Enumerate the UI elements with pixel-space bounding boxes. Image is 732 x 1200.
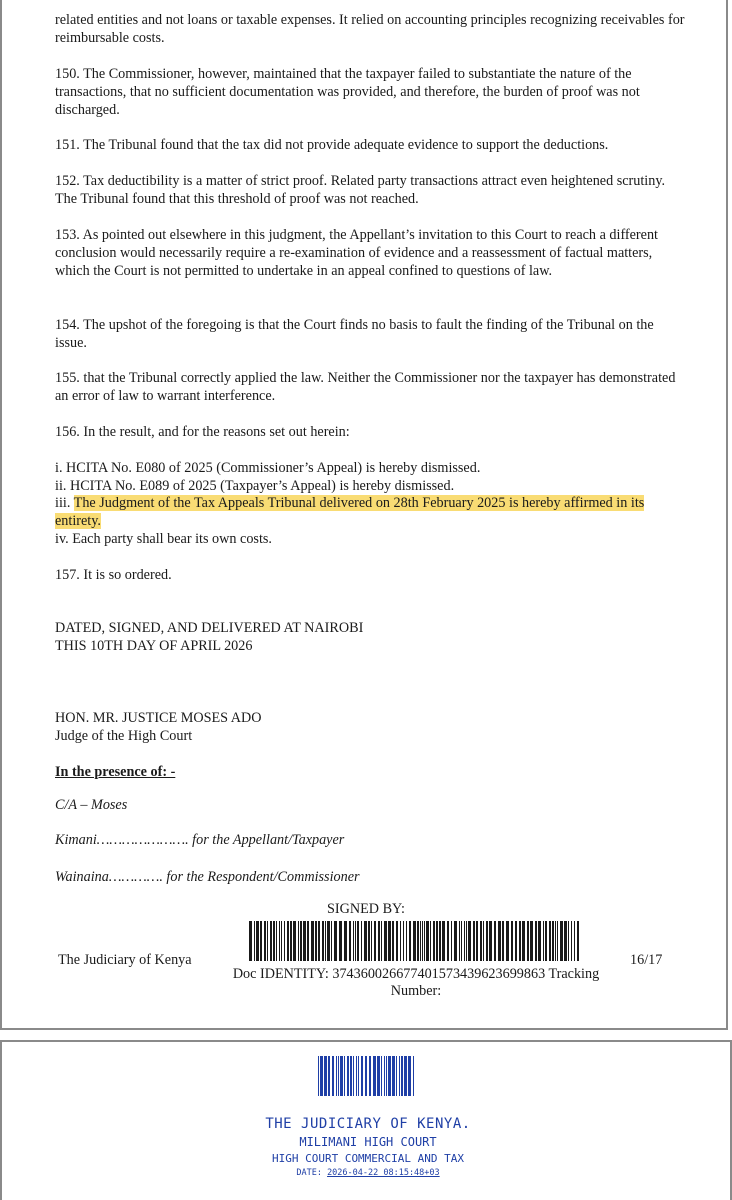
barcode-bar xyxy=(399,1056,400,1096)
tracking-number-label: Number: xyxy=(390,983,442,999)
barcode-bar xyxy=(464,921,465,961)
barcode-bar xyxy=(538,921,541,961)
order-iv: iv. Each party shall bear its own costs. xyxy=(55,531,272,547)
paragraph-155: 155. that the Tribunal correctly applied the law. Neither the Commissioner nor the taxpayer has demonstrated an error of law to warrant interference. xyxy=(55,370,676,404)
barcode-bar xyxy=(433,921,435,961)
barcode-bar xyxy=(439,921,441,961)
barcode-bar xyxy=(328,1056,330,1096)
barcode-bar xyxy=(519,921,521,961)
barcode-bar xyxy=(369,1056,371,1096)
barcode-bar xyxy=(350,1056,352,1096)
barcode-bar xyxy=(338,1056,339,1096)
barcode-bar xyxy=(447,921,449,961)
barcode-bar xyxy=(527,921,529,961)
barcode-bar xyxy=(404,1056,407,1096)
barcode-bar xyxy=(413,921,416,961)
highlighted-text: The Judgment of the Tax Appeals Tribunal delivered on 28th February 2025 is hereby affirmed in its entirety. xyxy=(55,495,645,529)
barcode-bar xyxy=(545,921,547,961)
barcode-bar xyxy=(426,921,429,961)
paragraph-150: 150. The Commissioner, however, maintained that the taxpayer failed to substantiate the nature of the transactions, that no sufficient documentation was provided, and therefore, the burden of proof was not discharged. xyxy=(55,66,640,118)
barcode-bar xyxy=(409,921,411,961)
barcode-bar xyxy=(340,1056,343,1096)
stamp-page xyxy=(0,1040,732,1200)
barcode-bar xyxy=(388,921,391,961)
barcode-bar xyxy=(281,921,282,961)
paragraph-154: 154. The upshot of the foregoing is that the Court finds no basis to fault the finding of the Tribunal on the issue. xyxy=(55,317,654,351)
barcode-bar xyxy=(315,921,317,961)
barcode-bar xyxy=(451,921,452,961)
barcode-bar xyxy=(307,921,309,961)
barcode-bar xyxy=(361,921,362,961)
barcode-bar xyxy=(571,921,572,961)
barcode-bar xyxy=(344,921,347,961)
paragraph-152: 152. Tax deductibility is a matter of strict proof. Related party transactions attract even heightened scrutiny. The Tribunal found that this threshold of proof was not reached. xyxy=(55,173,666,207)
barcode-bar xyxy=(489,921,492,961)
stamp-date xyxy=(2,1168,732,1178)
barcode-bar xyxy=(454,921,457,961)
barcode-bar xyxy=(549,921,551,961)
court-assistant: C/A – Moses xyxy=(55,797,128,813)
barcode-bar xyxy=(476,921,478,961)
barcode-bar xyxy=(522,921,525,961)
judge-title: Judge of the High Court xyxy=(55,728,193,744)
order-ii: ii. HCITA No. E089 of 2025 (Taxpayer’s Appeal) is hereby dismissed. xyxy=(55,478,455,494)
barcode-bar xyxy=(347,1056,349,1096)
barcode-bar xyxy=(436,921,438,961)
barcode-bar xyxy=(473,921,475,961)
stamp-line-2: MILIMANI HIGH COURT xyxy=(299,1135,437,1149)
paragraph-157: 157. It is so ordered. xyxy=(55,567,172,583)
barcode-bar xyxy=(466,921,467,961)
dated-line-1: DATED, SIGNED, AND DELIVERED AT NAIROBI xyxy=(55,620,364,636)
barcode-bar xyxy=(279,921,280,961)
stamp-barcode xyxy=(318,1056,416,1096)
barcode-bar xyxy=(325,921,326,961)
barcode-bar xyxy=(552,921,554,961)
barcode-bar xyxy=(371,921,372,961)
barcode-bar xyxy=(396,921,398,961)
barcode-bar xyxy=(264,921,266,961)
barcode-bar xyxy=(273,921,275,961)
barcode-bar xyxy=(267,921,268,961)
barcode-bar xyxy=(357,921,359,961)
barcode-bar xyxy=(420,921,421,961)
barcode-bar xyxy=(364,921,367,961)
signed-by-label: SIGNED BY: xyxy=(327,901,405,917)
barcode-bar xyxy=(260,921,262,961)
barcode-bar xyxy=(400,921,401,961)
presence-heading: In the presence of: - xyxy=(55,764,176,780)
barcode-bar xyxy=(461,921,462,961)
barcode-bar xyxy=(339,921,342,961)
barcode-bar xyxy=(564,921,567,961)
barcode-bar xyxy=(403,921,404,961)
barcode-bar xyxy=(290,921,292,961)
barcode-bar xyxy=(498,921,501,961)
barcode-bar xyxy=(442,921,445,961)
barcode-bar xyxy=(336,1056,337,1096)
barcode-bar xyxy=(384,1056,385,1096)
barcode-bar xyxy=(353,1056,354,1096)
barcode-bar xyxy=(324,1056,327,1096)
barcode-bar xyxy=(287,921,289,961)
barcode-bar xyxy=(468,921,471,961)
barcode-bar xyxy=(574,921,575,961)
barcode-bar xyxy=(365,1056,367,1096)
barcode-bar xyxy=(320,1056,323,1096)
barcode-bar xyxy=(417,921,419,961)
barcode-bar xyxy=(358,1056,359,1096)
barcode-bar xyxy=(300,921,302,961)
barcode-bar xyxy=(322,921,324,961)
barcode-bar xyxy=(413,1056,414,1096)
barcode-bar xyxy=(424,921,425,961)
order-i: i. HCITA No. E080 of 2025 (Commissioner’s Appeal) is hereby dismissed. xyxy=(55,460,481,476)
barcode-bar xyxy=(555,921,556,961)
appellant-counsel: Kimani…………………. for the Appellant/Taxpayer xyxy=(55,832,345,848)
order-iii-prefix: iii. xyxy=(55,495,74,511)
barcode-bar xyxy=(381,921,382,961)
judiciary-label: The Judiciary of Kenya xyxy=(58,952,192,968)
barcode-bar xyxy=(494,921,496,961)
barcode-bar xyxy=(378,921,380,961)
barcode-bar xyxy=(384,921,387,961)
barcode-bar xyxy=(349,921,351,961)
barcode-bar xyxy=(557,921,558,961)
barcode-bar xyxy=(334,921,337,961)
barcode-bar xyxy=(344,1056,345,1096)
barcode-bar xyxy=(535,921,537,961)
barcode-bar xyxy=(392,921,394,961)
page-gap xyxy=(0,1030,732,1040)
barcode-bar xyxy=(318,1056,319,1096)
barcode-bar xyxy=(332,1056,334,1096)
barcode-bar xyxy=(511,921,513,961)
barcode-bar xyxy=(386,1056,387,1096)
stamp-line-1: THE JUDICIARY OF KENYA. xyxy=(265,1116,471,1132)
barcode-bar xyxy=(374,921,376,961)
page-number: 16/17 xyxy=(630,952,663,968)
barcode-bar xyxy=(298,921,299,961)
paragraph-156: 156. In the result, and for the reasons set out herein: xyxy=(55,424,350,440)
barcode-bar xyxy=(284,921,285,961)
barcode-bar xyxy=(543,921,544,961)
barcode-bar xyxy=(381,1056,382,1096)
respondent-counsel: Wainaina…………. for the Respondent/Commissioner xyxy=(55,869,360,885)
barcode-bar xyxy=(480,921,482,961)
barcode-bar xyxy=(361,1056,363,1096)
barcode-bar xyxy=(560,921,563,961)
barcode-bar xyxy=(270,921,272,961)
barcode-bar xyxy=(353,921,354,961)
barcode-bar xyxy=(327,921,330,961)
barcode-bar xyxy=(430,921,431,961)
paragraph-153: 153. As pointed out elsewhere in this judgment, the Appellant’s invitation to this Court to reach a different conclusion would necessarily require a re-examination of evidence and a reassessment of factual matters, which the Court is not permitted to undertake in an appeal confined to questions of law. xyxy=(55,227,658,279)
barcode-bar xyxy=(368,921,370,961)
barcode-bar xyxy=(502,921,504,961)
order-iii xyxy=(55,494,687,530)
barcode-bar xyxy=(293,921,296,961)
barcode-bar xyxy=(486,921,488,961)
barcode-bar xyxy=(331,921,332,961)
barcode-bar xyxy=(506,921,509,961)
barcode-bar xyxy=(276,921,277,961)
barcode-bar xyxy=(392,1056,395,1096)
barcode-bar xyxy=(515,921,517,961)
barcode-bar xyxy=(401,1056,403,1096)
barcode-bar xyxy=(373,1056,376,1096)
barcode-bar xyxy=(406,921,407,961)
barcode-bar xyxy=(355,921,356,961)
barcode-bar xyxy=(377,1056,380,1096)
stamp-line-3: HIGH COURT COMMERCIAL AND TAX xyxy=(271,1152,465,1165)
doc-identity: Doc IDENTITY: 37436002667740157343962369986​3 Tracking xyxy=(232,966,600,982)
signature-barcode xyxy=(249,921,581,961)
barcode-bar xyxy=(303,921,306,961)
barcode-bar xyxy=(568,921,569,961)
paragraph-151: 151. The Tribunal found that the tax did not provide adequate evidence to support the deductions. xyxy=(55,137,609,153)
paragraph-continuation: related entities and not loans or taxable expenses. It relied on accounting principles recognizing receivables for reimbursable costs. xyxy=(55,12,685,46)
dated-line-2: THIS 10TH DAY OF APRIL 2026 xyxy=(55,638,253,654)
judge-name: HON. MR. JUSTICE MOSES ADO xyxy=(55,710,262,726)
barcode-bar xyxy=(422,921,423,961)
barcode-bar xyxy=(396,1056,397,1096)
barcode-bar xyxy=(388,1056,391,1096)
barcode-bar xyxy=(483,921,484,961)
barcode-bar xyxy=(356,1056,357,1096)
barcode-bar xyxy=(311,921,314,961)
stamp-date-value: 2026-04-22 08:15:48+03 xyxy=(327,1168,440,1178)
barcode-bar xyxy=(318,921,320,961)
barcode-bar xyxy=(530,921,533,961)
stamp-date-label: DATE: xyxy=(296,1168,322,1178)
barcode-bar xyxy=(408,1056,411,1096)
barcode-bar xyxy=(459,921,460,961)
barcode-bar xyxy=(577,921,579,961)
